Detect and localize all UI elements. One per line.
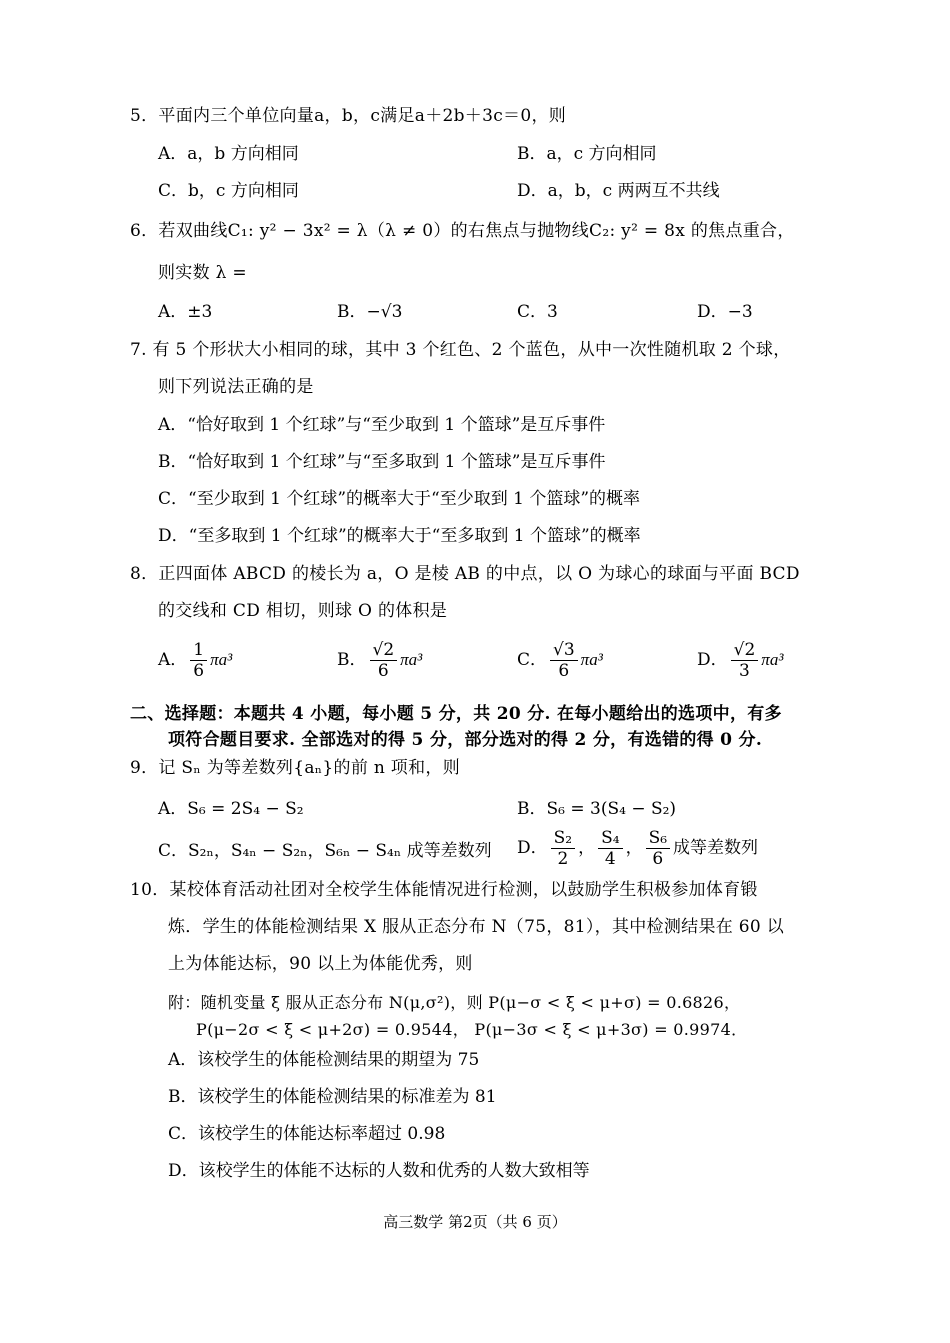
section2-heading-line2: 项符合题目要求. 全部选对的得 5 分，部分选对的得 2 分，有选错的得 0 分. [168,730,763,750]
q9-d-f2-denominator: 4 [604,849,616,869]
q9-option-c: C．S₂ₙ，S₄ₙ − S₂ₙ，S₆ₙ − S₄ₙ 成等差数列 [158,841,492,861]
q8-option-d-fraction [731,640,759,681]
q9-option-b: B．S₆ = 3(S₄ − S₂) [517,799,677,819]
q8-b-denominator: 6 [377,661,389,681]
q8-option-c-label: C． [517,650,548,670]
q8-option-a-fraction [190,640,207,681]
q5-option-b: B．a，c 方向相同 [517,144,657,164]
q8-option-d-label: D． [697,650,728,670]
q9-option-d [517,828,758,869]
q8-c-numerator: √3 [550,640,578,661]
q9-d-separator: ， [625,838,643,858]
q8-d-denominator: 3 [739,661,750,681]
q9-option-a: A．S₆ = 2S₄ − S₂ [158,799,304,819]
q6-option-a: A．±3 [158,302,213,322]
q9-d-fraction-1 [551,828,575,869]
q10-option-b: B．该校学生的体能检测结果的标准差为 81 [168,1087,497,1107]
q8-option-c-fraction [550,640,578,681]
q5-option-a: A．a，b 方向相同 [158,144,299,164]
q9-d-f3-numerator: S₆ [646,828,670,849]
q10-stem-line3: 上为体能达标，90 以上为体能优秀，则 [168,954,473,974]
q8-c-denominator: 6 [558,661,570,681]
q9-d-f1-numerator: S₂ [551,828,575,849]
q8-d-numerator: √2 [731,640,759,661]
q9-d-fraction-3 [646,828,670,869]
section2-heading-line1: 二、选择题：本题共 4 小题，每小题 5 分，共 20 分. 在每小题给出的选项中，有多 [130,704,782,724]
q9-d-tail: 成等差数列 [673,838,759,858]
q10-note-line2: P(μ−2σ < ξ < μ+2σ) = 0.9544， P(μ−3σ < ξ < μ+3σ) = 0.9974． [196,1020,748,1039]
q7-stem-line1: 7. 有 5 个形状大小相同的球，其中 3 个红色、2 个蓝色，从中一次性随机取 2 个球， [130,340,791,360]
q6-stem-line2: 则实数 λ = [158,263,247,283]
q10-stem-line2: 炼．学生的体能检测结果 X 服从正态分布 N（75，81），其中检测结果在 60 以 [168,917,784,937]
q8-option-d [697,640,783,681]
q10-option-a: A．该校学生的体能检测结果的期望为 75 [168,1050,480,1070]
q7-option-c: C．“至少取到 1 个红球”的概率大于“至少取到 1 个篮球”的概率 [158,489,641,509]
q8-option-c [517,640,603,681]
q8-stem-line2: 的交线和 CD 相切，则球 O 的体积是 [158,601,448,621]
q9-d-f1-denominator: 2 [557,849,569,869]
q8-a-numerator: 1 [190,640,207,661]
q6-stem-line1: 6．若双曲线C₁: y² − 3x² = λ（λ ≠ 0）的右焦点与抛物线C₂: y² = 8x 的焦点重合， [130,221,795,241]
q8-c-tail: πa³ [580,650,603,669]
q8-option-a [158,640,232,681]
q10-note-line1: 附：随机变量 ξ 服从正态分布 N(μ,σ²)，则 P(μ−σ < ξ < μ+σ) = 0.6826， [168,993,741,1012]
q9-d-f3-denominator: 6 [652,849,664,869]
q8-a-tail: πa³ [210,650,233,669]
q8-option-a-label: A． [158,650,188,670]
q7-option-b: B．“恰好取到 1 个红球”与“至多取到 1 个篮球”是互斥事件 [158,452,606,472]
q8-b-tail: πa³ [400,650,423,669]
q9-option-d-label: D． [517,838,548,858]
q9-d-f2-numerator: S₄ [598,828,622,849]
q6-option-d: D．−3 [697,302,753,322]
q8-stem-line1: 8．正四面体 ABCD 的棱长为 a，O 是棱 AB 的中点，以 O 为球心的球面与平面 BCD [130,564,800,584]
q8-d-tail: πa³ [761,650,784,669]
q10-option-c: C．该校学生的体能达标率超过 0.98 [168,1124,446,1144]
q10-stem-line1: 10．某校体育活动社团对全校学生体能情况进行检测，以鼓励学生积极参加体育锻 [130,880,758,900]
q7-option-a: A．“恰好取到 1 个红球”与“至少取到 1 个篮球”是互斥事件 [158,415,606,435]
q6-option-b: B．−√3 [337,302,403,322]
q8-a-denominator: 6 [193,661,205,681]
q8-b-numerator: √2 [370,640,398,661]
q7-stem-line2: 则下列说法正确的是 [158,377,314,397]
page-footer: 高三数学 第2页（共 6 页） [383,1213,567,1231]
q5-stem: 5．平面内三个单位向量a，b，c满足a＋2b＋3c＝0，则 [130,106,567,126]
q5-option-c: C．b，c 方向相同 [158,181,299,201]
q9-d-fraction-2 [598,828,622,869]
q8-option-b-fraction [370,640,398,681]
q9-d-separator: ， [578,838,596,858]
q6-option-c: C．3 [517,302,558,322]
q8-option-b [337,640,422,681]
q9-stem: 9．记 Sₙ 为等差数列{aₙ}的前 n 项和，则 [130,758,461,778]
q7-option-d: D．“至多取到 1 个红球”的概率大于“至多取到 1 个篮球”的概率 [158,526,641,546]
q8-option-b-label: B． [337,650,367,670]
q5-option-d: D．a，b，c 两两互不共线 [517,181,720,201]
q10-option-d: D．该校学生的体能不达标的人数和优秀的人数大致相等 [168,1161,590,1181]
